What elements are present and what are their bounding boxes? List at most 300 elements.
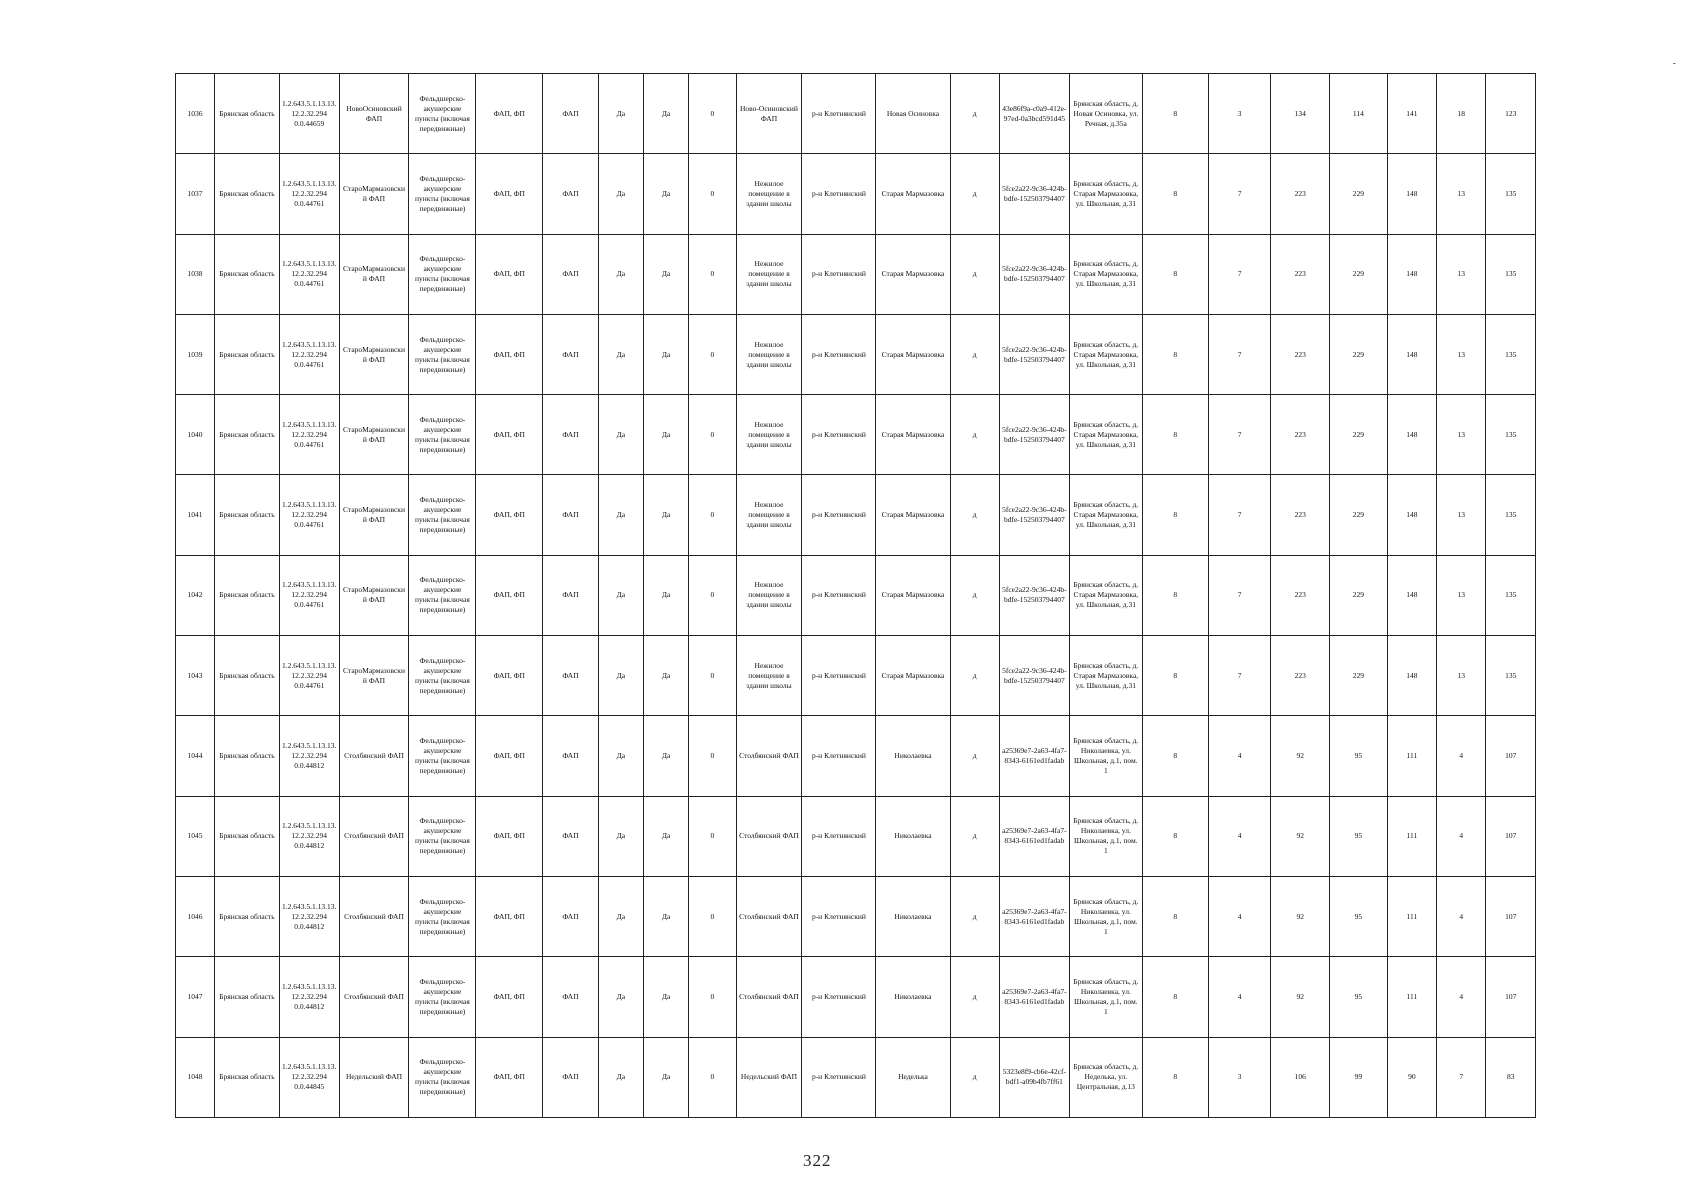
facility-kind-cell: Фельдшерско-акушерские пункты (включая передвижные): [409, 74, 476, 154]
row-number-cell: 1037: [176, 154, 215, 234]
building-cell: Нежилое помещение в здании школы: [736, 395, 802, 475]
oid-code-cell: 1.2.643.5.1.13.13.12.2.32.294 0.0.44761: [279, 555, 339, 635]
count-cell-6: 4: [1437, 876, 1486, 956]
count-cell-3: 223: [1271, 636, 1330, 716]
region-cell: Брянская область: [215, 234, 280, 314]
district-cell: р-н Клетнянский: [802, 475, 876, 555]
zero-value-cell: 0: [689, 234, 736, 314]
count-cell-3: 223: [1271, 234, 1330, 314]
row-number-cell: 1046: [176, 876, 215, 956]
facility-type-cell: ФАП, ФП: [476, 957, 543, 1037]
table-row: [176, 957, 1536, 1037]
count-cell-4: 114: [1330, 74, 1388, 154]
count-cell-7: 135: [1486, 234, 1536, 314]
building-cell: Нежилое помещение в здании школы: [736, 636, 802, 716]
flag-cell-1: Да: [598, 957, 643, 1037]
count-cell-2: 7: [1208, 154, 1271, 234]
district-cell: р-н Клетнянский: [802, 876, 876, 956]
flag-cell-2: Да: [644, 555, 689, 635]
count-cell-4: 229: [1330, 154, 1388, 234]
count-cell-7: 135: [1486, 314, 1536, 394]
locality-cell: Николаевка: [876, 876, 950, 956]
address-cell: Брянская область, д. Новая Осиновка, ул. Речная, д.35а: [1069, 74, 1142, 154]
facility-subtype-cell: ФАП: [543, 957, 599, 1037]
count-cell-2: 7: [1208, 234, 1271, 314]
facility-type-cell: ФАП, ФП: [476, 636, 543, 716]
table-row: [176, 1037, 1536, 1117]
flag-cell-1: Да: [598, 475, 643, 555]
address-cell: Брянская область, д. Старая Мармазовка, ул. Школьная, д.31: [1069, 154, 1142, 234]
region-cell: Брянская область: [215, 555, 280, 635]
oid-code-cell: 1.2.643.5.1.13.13.12.2.32.294 0.0.44761: [279, 475, 339, 555]
zero-value-cell: 0: [689, 475, 736, 555]
locality-cell: Старая Мармазовка: [876, 555, 950, 635]
count-cell-7: 107: [1486, 796, 1536, 876]
flag-cell-1: Да: [598, 876, 643, 956]
locality-type-cell: д: [950, 876, 999, 956]
table-row: [176, 876, 1536, 956]
facility-kind-cell: Фельдшерско-акушерские пункты (включая передвижные): [409, 154, 476, 234]
count-cell-1: 8: [1142, 1037, 1208, 1117]
region-cell: Брянская область: [215, 636, 280, 716]
table-row: [176, 636, 1536, 716]
district-cell: р-н Клетнянский: [802, 796, 876, 876]
count-cell-5: 148: [1387, 555, 1436, 635]
facility-subtype-cell: ФАП: [543, 876, 599, 956]
count-cell-3: 92: [1271, 716, 1330, 796]
count-cell-1: 8: [1142, 716, 1208, 796]
address-cell: Брянская область, д. Николаевка, ул. Школьная, д.1, пом. 1: [1069, 796, 1142, 876]
building-cell: Ново-Осиновский ФАП: [736, 74, 802, 154]
flag-cell-2: Да: [644, 796, 689, 876]
count-cell-5: 148: [1387, 314, 1436, 394]
oid-code-cell: 1.2.643.5.1.13.13.12.2.32.294 0.0.44812: [279, 957, 339, 1037]
locality-cell: Новая Осиновка: [876, 74, 950, 154]
count-cell-6: 13: [1437, 555, 1486, 635]
facility-type-cell: ФАП, ФП: [476, 876, 543, 956]
flag-cell-2: Да: [644, 234, 689, 314]
address-cell: Брянская область, д. Неделька, ул. Центральная, д.13: [1069, 1037, 1142, 1117]
facility-subtype-cell: ФАП: [543, 395, 599, 475]
zero-value-cell: 0: [689, 395, 736, 475]
flag-cell-2: Да: [644, 74, 689, 154]
count-cell-1: 8: [1142, 796, 1208, 876]
building-cell: Столбянский ФАП: [736, 796, 802, 876]
organization-name-cell: НовоОсиновский ФАП: [339, 74, 409, 154]
locality-type-cell: д: [950, 475, 999, 555]
building-cell: Нежилое помещение в здании школы: [736, 314, 802, 394]
address-cell: Брянская область, д. Николаевка, ул. Школьная, д.1, пом. 1: [1069, 957, 1142, 1037]
count-cell-3: 223: [1271, 395, 1330, 475]
facility-subtype-cell: ФАП: [543, 636, 599, 716]
locality-cell: Неделька: [876, 1037, 950, 1117]
count-cell-6: 18: [1437, 74, 1486, 154]
address-cell: Брянская область, д. Николаевка, ул. Школьная, д.1, пом. 1: [1069, 716, 1142, 796]
district-cell: р-н Клетнянский: [802, 74, 876, 154]
count-cell-1: 8: [1142, 314, 1208, 394]
district-cell: р-н Клетнянский: [802, 957, 876, 1037]
count-cell-6: 4: [1437, 957, 1486, 1037]
count-cell-2: 4: [1208, 716, 1271, 796]
facility-type-cell: ФАП, ФП: [476, 716, 543, 796]
flag-cell-1: Да: [598, 234, 643, 314]
count-cell-3: 223: [1271, 555, 1330, 635]
count-cell-4: 99: [1330, 1037, 1388, 1117]
district-cell: р-н Клетнянский: [802, 154, 876, 234]
locality-type-cell: д: [950, 314, 999, 394]
locality-cell: Старая Мармазовка: [876, 154, 950, 234]
address-cell: Брянская область, д. Старая Мармазовка, ул. Школьная, д.31: [1069, 555, 1142, 635]
count-cell-6: 13: [1437, 154, 1486, 234]
fias-guid-cell: a25369e7-2a63-4fa7-8343-6161ed1fadab: [999, 796, 1069, 876]
building-cell: Нежилое помещение в здании школы: [736, 154, 802, 234]
oid-code-cell: 1.2.643.5.1.13.13.12.2.32.294 0.0.44761: [279, 154, 339, 234]
count-cell-3: 92: [1271, 957, 1330, 1037]
table-row: [176, 154, 1536, 234]
zero-value-cell: 0: [689, 1037, 736, 1117]
table-row: [176, 796, 1536, 876]
flag-cell-2: Да: [644, 1037, 689, 1117]
building-cell: Нежилое помещение в здании школы: [736, 555, 802, 635]
zero-value-cell: 0: [689, 716, 736, 796]
table-row: [176, 716, 1536, 796]
locality-type-cell: д: [950, 74, 999, 154]
district-cell: р-н Клетнянский: [802, 1037, 876, 1117]
count-cell-5: 148: [1387, 154, 1436, 234]
locality-cell: Николаевка: [876, 957, 950, 1037]
facility-type-cell: ФАП, ФП: [476, 1037, 543, 1117]
row-number-cell: 1048: [176, 1037, 215, 1117]
count-cell-2: 7: [1208, 475, 1271, 555]
fias-guid-cell: 5fce2a22-9c36-424b-bdfe-152503794407: [999, 314, 1069, 394]
count-cell-7: 107: [1486, 876, 1536, 956]
count-cell-2: 7: [1208, 395, 1271, 475]
count-cell-5: 90: [1387, 1037, 1436, 1117]
row-number-cell: 1042: [176, 555, 215, 635]
organization-name-cell: СтароМармазовский ФАП: [339, 154, 409, 234]
count-cell-6: 4: [1437, 716, 1486, 796]
count-cell-2: 7: [1208, 314, 1271, 394]
facility-kind-cell: Фельдшерско-акушерские пункты (включая передвижные): [409, 876, 476, 956]
district-cell: р-н Клетнянский: [802, 636, 876, 716]
zero-value-cell: 0: [689, 796, 736, 876]
oid-code-cell: 1.2.643.5.1.13.13.12.2.32.294 0.0.44761: [279, 636, 339, 716]
count-cell-6: 13: [1437, 314, 1486, 394]
count-cell-4: 95: [1330, 796, 1388, 876]
count-cell-7: 135: [1486, 395, 1536, 475]
region-cell: Брянская область: [215, 716, 280, 796]
region-cell: Брянская область: [215, 796, 280, 876]
zero-value-cell: 0: [689, 876, 736, 956]
locality-type-cell: д: [950, 957, 999, 1037]
locality-type-cell: д: [950, 234, 999, 314]
row-number-cell: 1040: [176, 395, 215, 475]
facility-subtype-cell: ФАП: [543, 555, 599, 635]
locality-type-cell: д: [950, 1037, 999, 1117]
oid-code-cell: 1.2.643.5.1.13.13.12.2.32.294 0.0.44812: [279, 876, 339, 956]
facility-subtype-cell: ФАП: [543, 475, 599, 555]
facility-type-cell: ФАП, ФП: [476, 74, 543, 154]
locality-cell: Старая Мармазовка: [876, 234, 950, 314]
count-cell-7: 135: [1486, 154, 1536, 234]
count-cell-5: 141: [1387, 74, 1436, 154]
address-cell: Брянская область, д. Старая Мармазовка, ул. Школьная, д.31: [1069, 475, 1142, 555]
flag-cell-2: Да: [644, 314, 689, 394]
count-cell-1: 8: [1142, 555, 1208, 635]
count-cell-3: 92: [1271, 876, 1330, 956]
count-cell-5: 111: [1387, 876, 1436, 956]
fias-guid-cell: a25369e7-2a63-4fa7-8343-6161ed1fadab: [999, 716, 1069, 796]
flag-cell-1: Да: [598, 395, 643, 475]
locality-type-cell: д: [950, 796, 999, 876]
count-cell-1: 8: [1142, 154, 1208, 234]
address-cell: Брянская область, д. Николаевка, ул. Школьная, д.1, пом. 1: [1069, 876, 1142, 956]
count-cell-5: 148: [1387, 636, 1436, 716]
flag-cell-2: Да: [644, 957, 689, 1037]
address-cell: Брянская область, д. Старая Мармазовка, ул. Школьная, д.31: [1069, 395, 1142, 475]
row-number-cell: 1047: [176, 957, 215, 1037]
count-cell-7: 135: [1486, 636, 1536, 716]
page-number: 322: [803, 1151, 832, 1170]
locality-cell: Николаевка: [876, 796, 950, 876]
table-row: [176, 74, 1536, 154]
facility-kind-cell: Фельдшерско-акушерские пункты (включая передвижные): [409, 314, 476, 394]
building-cell: Столбянский ФАП: [736, 716, 802, 796]
fias-guid-cell: 43e86f9a-c0a9-412e-97ed-0a3bcd591d45: [999, 74, 1069, 154]
flag-cell-1: Да: [598, 716, 643, 796]
organization-name-cell: Недельский ФАП: [339, 1037, 409, 1117]
locality-type-cell: д: [950, 395, 999, 475]
flag-cell-1: Да: [598, 154, 643, 234]
count-cell-7: 123: [1486, 74, 1536, 154]
row-number-cell: 1036: [176, 74, 215, 154]
count-cell-6: 13: [1437, 234, 1486, 314]
count-cell-3: 223: [1271, 475, 1330, 555]
count-cell-2: 3: [1208, 74, 1271, 154]
flag-cell-1: Да: [598, 314, 643, 394]
facility-subtype-cell: ФАП: [543, 154, 599, 234]
count-cell-6: 7: [1437, 1037, 1486, 1117]
building-cell: Нежилое помещение в здании школы: [736, 234, 802, 314]
table-row: [176, 314, 1536, 394]
count-cell-6: 4: [1437, 796, 1486, 876]
count-cell-4: 95: [1330, 716, 1388, 796]
flag-cell-1: Да: [598, 796, 643, 876]
flag-cell-1: Да: [598, 555, 643, 635]
count-cell-5: 111: [1387, 796, 1436, 876]
region-cell: Брянская область: [215, 475, 280, 555]
count-cell-6: 13: [1437, 475, 1486, 555]
oid-code-cell: 1.2.643.5.1.13.13.12.2.32.294 0.0.44761: [279, 234, 339, 314]
count-cell-1: 8: [1142, 475, 1208, 555]
count-cell-3: 223: [1271, 154, 1330, 234]
count-cell-2: 4: [1208, 796, 1271, 876]
count-cell-7: 107: [1486, 716, 1536, 796]
count-cell-7: 135: [1486, 555, 1536, 635]
zero-value-cell: 0: [689, 314, 736, 394]
organization-name-cell: Столбянский ФАП: [339, 796, 409, 876]
fias-guid-cell: a25369e7-2a63-4fa7-8343-6161ed1fadab: [999, 957, 1069, 1037]
facility-type-cell: ФАП, ФП: [476, 555, 543, 635]
region-cell: Брянская область: [215, 395, 280, 475]
organization-name-cell: СтароМармазовский ФАП: [339, 636, 409, 716]
count-cell-7: 83: [1486, 1037, 1536, 1117]
flag-cell-1: Да: [598, 1037, 643, 1117]
region-cell: Брянская область: [215, 154, 280, 234]
fias-guid-cell: 5fce2a22-9c36-424b-bdfe-152503794407: [999, 636, 1069, 716]
count-cell-1: 8: [1142, 74, 1208, 154]
count-cell-1: 8: [1142, 957, 1208, 1037]
count-cell-1: 8: [1142, 636, 1208, 716]
count-cell-4: 95: [1330, 876, 1388, 956]
facility-subtype-cell: ФАП: [543, 74, 599, 154]
organization-name-cell: СтароМармазовский ФАП: [339, 475, 409, 555]
locality-type-cell: д: [950, 555, 999, 635]
count-cell-4: 229: [1330, 395, 1388, 475]
row-number-cell: 1039: [176, 314, 215, 394]
count-cell-4: 229: [1330, 234, 1388, 314]
row-number-cell: 1038: [176, 234, 215, 314]
region-cell: Брянская область: [215, 74, 280, 154]
count-cell-1: 8: [1142, 876, 1208, 956]
locality-cell: Николаевка: [876, 716, 950, 796]
count-cell-5: 111: [1387, 957, 1436, 1037]
facility-kind-cell: Фельдшерско-акушерские пункты (включая передвижные): [409, 234, 476, 314]
count-cell-2: 3: [1208, 1037, 1271, 1117]
facility-subtype-cell: ФАП: [543, 796, 599, 876]
facility-subtype-cell: ФАП: [543, 716, 599, 796]
count-cell-6: 13: [1437, 395, 1486, 475]
flag-cell-2: Да: [644, 716, 689, 796]
district-cell: р-н Клетнянский: [802, 234, 876, 314]
zero-value-cell: 0: [689, 957, 736, 1037]
zero-value-cell: 0: [689, 154, 736, 234]
count-cell-4: 229: [1330, 314, 1388, 394]
count-cell-2: 7: [1208, 636, 1271, 716]
facility-kind-cell: Фельдшерско-акушерские пункты (включая передвижные): [409, 716, 476, 796]
flag-cell-2: Да: [644, 876, 689, 956]
count-cell-4: 229: [1330, 555, 1388, 635]
fias-guid-cell: 5fce2a22-9c36-424b-bdfe-152503794407: [999, 555, 1069, 635]
facility-kind-cell: Фельдшерско-акушерские пункты (включая передвижные): [409, 475, 476, 555]
facility-type-cell: ФАП, ФП: [476, 234, 543, 314]
count-cell-2: 7: [1208, 555, 1271, 635]
count-cell-5: 148: [1387, 395, 1436, 475]
oid-code-cell: 1.2.643.5.1.13.13.12.2.32.294 0.0.44761: [279, 395, 339, 475]
count-cell-5: 148: [1387, 234, 1436, 314]
organization-name-cell: Столбянский ФАП: [339, 957, 409, 1037]
facility-subtype-cell: ФАП: [543, 234, 599, 314]
zero-value-cell: 0: [689, 74, 736, 154]
facility-type-cell: ФАП, ФП: [476, 314, 543, 394]
count-cell-7: 135: [1486, 475, 1536, 555]
locality-cell: Старая Мармазовка: [876, 636, 950, 716]
table-row: [176, 555, 1536, 635]
address-cell: Брянская область, д. Старая Мармазовка, ул. Школьная, д.31: [1069, 636, 1142, 716]
count-cell-3: 92: [1271, 796, 1330, 876]
district-cell: р-н Клетнянский: [802, 555, 876, 635]
oid-code-cell: 1.2.643.5.1.13.13.12.2.32.294 0.0.44812: [279, 716, 339, 796]
table-row: [176, 475, 1536, 555]
address-cell: Брянская область, д. Старая Мармазовка, ул. Школьная, д.31: [1069, 234, 1142, 314]
locality-type-cell: д: [950, 636, 999, 716]
building-cell: Недельский ФАП: [736, 1037, 802, 1117]
oid-code-cell: 1.2.643.5.1.13.13.12.2.32.294 0.0.44812: [279, 796, 339, 876]
facility-kind-cell: Фельдшерско-акушерские пункты (включая передвижные): [409, 636, 476, 716]
flag-cell-1: Да: [598, 636, 643, 716]
count-cell-3: 106: [1271, 1037, 1330, 1117]
district-cell: р-н Клетнянский: [802, 395, 876, 475]
count-cell-3: 134: [1271, 74, 1330, 154]
count-cell-4: 229: [1330, 475, 1388, 555]
count-cell-2: 4: [1208, 876, 1271, 956]
flag-cell-2: Да: [644, 636, 689, 716]
count-cell-1: 8: [1142, 234, 1208, 314]
organization-name-cell: Столбянский ФАП: [339, 716, 409, 796]
facility-kind-cell: Фельдшерско-акушерские пункты (включая передвижные): [409, 395, 476, 475]
facility-type-cell: ФАП, ФП: [476, 154, 543, 234]
locality-type-cell: д: [950, 716, 999, 796]
registry-rows: [176, 74, 1536, 1118]
region-cell: Брянская область: [215, 957, 280, 1037]
locality-cell: Старая Мармазовка: [876, 475, 950, 555]
facility-kind-cell: Фельдшерско-акушерские пункты (включая передвижные): [409, 957, 476, 1037]
count-cell-4: 229: [1330, 636, 1388, 716]
district-cell: р-н Клетнянский: [802, 314, 876, 394]
facility-subtype-cell: ФАП: [543, 1037, 599, 1117]
row-number-cell: 1041: [176, 475, 215, 555]
organization-name-cell: Столбянский ФАП: [339, 876, 409, 956]
count-cell-6: 13: [1437, 636, 1486, 716]
edge-mark: -: [1672, 58, 1676, 69]
registry-table: [175, 73, 1536, 1118]
flag-cell-1: Да: [598, 74, 643, 154]
table-row: [176, 395, 1536, 475]
fias-guid-cell: 5fce2a22-9c36-424b-bdfe-152503794407: [999, 234, 1069, 314]
fias-guid-cell: a25369e7-2a63-4fa7-8343-6161ed1fadab: [999, 876, 1069, 956]
count-cell-3: 223: [1271, 314, 1330, 394]
table-row: [176, 234, 1536, 314]
region-cell: Брянская область: [215, 1037, 280, 1117]
organization-name-cell: СтароМармазовский ФАП: [339, 395, 409, 475]
fias-guid-cell: 5fce2a22-9c36-424b-bdfe-152503794407: [999, 475, 1069, 555]
building-cell: Нежилое помещение в здании школы: [736, 475, 802, 555]
facility-type-cell: ФАП, ФП: [476, 395, 543, 475]
count-cell-7: 107: [1486, 957, 1536, 1037]
locality-cell: Старая Мармазовка: [876, 314, 950, 394]
row-number-cell: 1043: [176, 636, 215, 716]
fias-guid-cell: 5fce2a22-9c36-424b-bdfe-152503794407: [999, 395, 1069, 475]
count-cell-5: 148: [1387, 475, 1436, 555]
facility-type-cell: ФАП, ФП: [476, 475, 543, 555]
zero-value-cell: 0: [689, 555, 736, 635]
region-cell: Брянская область: [215, 314, 280, 394]
district-cell: р-н Клетнянский: [802, 716, 876, 796]
row-number-cell: 1044: [176, 716, 215, 796]
fias-guid-cell: 5323e8f9-cb6e-42cf-bdf1-a09b4fb7ff61: [999, 1037, 1069, 1117]
facility-type-cell: ФАП, ФП: [476, 796, 543, 876]
count-cell-5: 111: [1387, 716, 1436, 796]
oid-code-cell: 1.2.643.5.1.13.13.12.2.32.294 0.0.44761: [279, 314, 339, 394]
facility-kind-cell: Фельдшерско-акушерские пункты (включая передвижные): [409, 555, 476, 635]
address-cell: Брянская область, д. Старая Мармазовка, ул. Школьная, д.31: [1069, 314, 1142, 394]
facility-kind-cell: Фельдшерско-акушерские пункты (включая передвижные): [409, 1037, 476, 1117]
building-cell: Столбянский ФАП: [736, 957, 802, 1037]
row-number-cell: 1045: [176, 796, 215, 876]
count-cell-4: 95: [1330, 957, 1388, 1037]
flag-cell-2: Да: [644, 395, 689, 475]
zero-value-cell: 0: [689, 636, 736, 716]
